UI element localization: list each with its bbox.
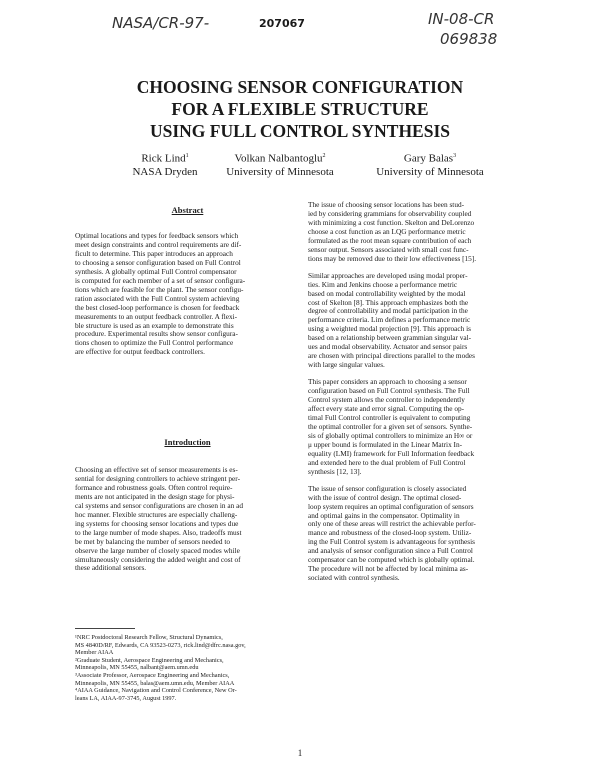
abstract-line: ficult to determine. This paper introduces an approach [75,248,233,258]
title-line: USING FULL CONTROL SYNTHESIS [149,121,451,141]
text-line: with minimizing a cost function. Skelton and DeLorenzo [308,217,475,227]
text-line: degree of controllability and modal participation in the [308,306,468,316]
abstract-line: tions which are feasible for the plant. The sensor configu- [75,284,244,294]
intro-line: observe the large number of closely spaced modes while [75,545,240,555]
intro-line: Choosing an effective set of sensor measurements is es- [75,465,238,474]
handwritten-accession-number: 069838 [440,30,498,48]
intro-line: formance and robustness goals. Often control require- [75,482,233,492]
footnote-line: ³Associate Professor, Aerospace Engineering and Mechanics, [75,671,230,679]
footnote-line: ⁴AIAA Guidance, Navigation and Control Conference, New Or- [75,687,237,695]
text-line: mance and robustness of the closed-loop system. Utiliz- [308,528,472,538]
footnote-line: Minneapolis, MN 55455, nalbant@aem.umn.edu [75,664,199,672]
author-name: Volkan Nalbantoglu [234,152,323,165]
paragraph [308,485,533,583]
text-line: ties. Kim and Jenkins choose a performance metric [308,279,458,289]
text-line: are chosen with principal directions parallel to the modes [308,351,475,361]
abstract-line: the best closed-loop performance is chosen for feedback [75,302,240,312]
text-line: based on modal controllability weighted by the modal [308,288,466,298]
text-line: with large singular values. [308,360,385,370]
abstract-line: procedure. Experimental results show sensor configura- [75,329,238,339]
footnote-line: ¹NRC Postdoctoral Research Fellow, Structural Dynamics, [75,634,223,641]
paragraph [308,201,533,264]
author-name: Gary Balas [403,152,454,165]
text-line: Similar approaches are developed using modal proper- [308,270,468,280]
text-line: Control system allows the controller to independently [308,395,465,405]
text-line: ues and modal observability. Actuator and sensor pairs [308,342,468,352]
footnote-line: ²Graduate Student, Aerospace Engineering and Mechanics, [75,656,224,664]
author-affiliation: NASA Dryden [132,165,198,178]
abstract-line: is computed for each member of a set of sensor configura- [75,275,246,285]
text-line: configuration based on Full Control synthesis. The Full [308,386,470,396]
text-line: and extended here to the dual problem of Full Control [308,457,466,467]
abstract-line: ble structure is used as an example to demonstrate this [75,320,234,330]
text-line: ing the Full Control system is advantageous for synthesis [308,537,476,547]
footnotes [75,634,303,702]
author-block [355,150,505,179]
text-line: loop system requires an optimal configuration of sensors [308,501,474,511]
text-line: with the issue of control design. The optimal closed- [308,492,462,502]
handwritten-report-id: NASA/CR-97- [112,14,210,32]
abstract-line: Optimal locations and types for feedback sensors which [75,231,239,240]
abstract-line: ration associated with the Full Control system achieving [75,293,240,303]
text-line: synthesis [12, 13]. [308,466,362,476]
abstract-line: to choosing a sensor configuration based on Full Control [75,257,241,267]
text-line: and analysis of sensor configuration since a Full Control [308,546,473,556]
footnote-line: Minneapolis, MN 55455, balas@aem.umn.edu, Member AIAA [75,679,235,687]
intro-line: cal systems and sensor configurations are chosen in an ad [75,500,243,510]
abstract-line: synthesis. A globally optimal Full Control compensator [75,266,237,276]
text-line: based on a relationship between grammian singular val- [308,333,472,343]
paragraph [308,378,533,476]
text-line: performance criteria. Lim defines a performance metric [308,315,471,325]
text-line: The issue of choosing sensor locations has been stud- [308,200,465,209]
text-line: timal Full Control controller is equivalent to computing [308,412,471,422]
introduction-body [75,466,300,573]
text-line: affect every state and error signal. Computing the op- [308,404,465,414]
abstract-line: tions chosen to optimize the Full Control performance [75,338,234,348]
text-line: the optimal controller for a given set of sensors. Synthe- [308,421,473,431]
intro-line: to the large number of mode shapes. Also, tradeoffs must [75,527,242,537]
text-line: sociated with control synthesis. [308,573,400,583]
footnote-line: Member AIAA [75,649,114,657]
text-line: The issue of sensor configuration is closely associated [308,483,467,493]
text-line: ied by considering grammians for observability coupled [308,208,472,218]
footnote-line: leans LA, AIAA-97-3745, August 1997. [75,694,177,702]
intro-line: hoc manner. Flexible structures are especially challeng- [75,509,238,519]
text-line: tions may be removed due to their low effectiveness [15]. [308,253,477,263]
text-line: equality (LMI) framework for Full Information feedback [308,448,475,458]
title-line: CHOOSING SENSOR CONFIGURATION [136,77,464,97]
footnote-rule [75,628,135,629]
title-line: FOR A FLEXIBLE STRUCTURE [171,99,429,119]
text-line: using a weighted modal projection [9]. This approach is [308,324,471,334]
text-line: compensator can be computed which is globally optimal. [308,555,475,565]
text-line: and optimal gains in the compensator. Optimality in [308,510,460,520]
author-affiliation: University of Minnesota [226,165,334,178]
author-affiliation: University of Minnesota [376,165,484,178]
text-line: cost of Skelton [8]. This approach emphasizes both the [308,297,469,307]
intro-line: be met by balancing the number of sensors needed to [75,536,231,546]
author-footnote-mark: 1 [185,153,189,159]
document-number: 207067 [259,17,305,30]
intro-line: sential for designing controllers to achieve stringent per- [75,473,240,483]
intro-line: ments are not anticipated in the design stage for physi- [75,491,235,501]
abstract-line: meet design constraints and control requirements are dif- [75,239,242,249]
text-line: formulated as the root mean square contribution of each [308,235,472,245]
text-line: This paper considers an approach to choosing a sensor [308,377,467,387]
abstract-line: are effective for output feedback controllers. [75,347,205,357]
abstract-heading: Abstract [171,205,204,215]
text-line: choose a cost function as an LQG performance metric [308,226,466,236]
right-column [308,201,533,591]
text-line: sis of globally optimal controllers to minimize an H∞ or [308,430,473,440]
author-footnote-mark: 3 [453,153,457,159]
author-name: Rick Lind [141,152,186,165]
intro-line: simultaneously considering the added weight and cost of [75,554,241,564]
paragraph [308,272,533,370]
abstract-line: measurements to an output feedback controller. A flexi- [75,311,238,321]
text-line: μ upper bound is formulated in the Linear Matrix In- [308,439,463,449]
footnote-line: MS 4840D/RF, Edwards, CA 93523-0273, rick.lind@dfrc.nasa.gov, [75,641,246,649]
author-footnote-mark: 2 [322,153,326,159]
paper-title [0,76,600,142]
abstract-body [75,232,300,357]
introduction-heading: Introduction [164,437,211,447]
intro-line: ing systems for choosing sensor locations and types due [75,518,239,528]
page-number: 1 [297,748,303,758]
text-line: only one of these areas will restrict the achievable perfor- [308,519,476,529]
text-line: sensor output. Sensors associated with small cost func- [308,244,469,254]
author-block [205,150,355,179]
handwritten-category-code: IN-08-CR [428,10,495,28]
intro-line: these additional sensors. [75,563,147,573]
text-line: The procedure will not be affected by local minima as- [308,564,469,574]
